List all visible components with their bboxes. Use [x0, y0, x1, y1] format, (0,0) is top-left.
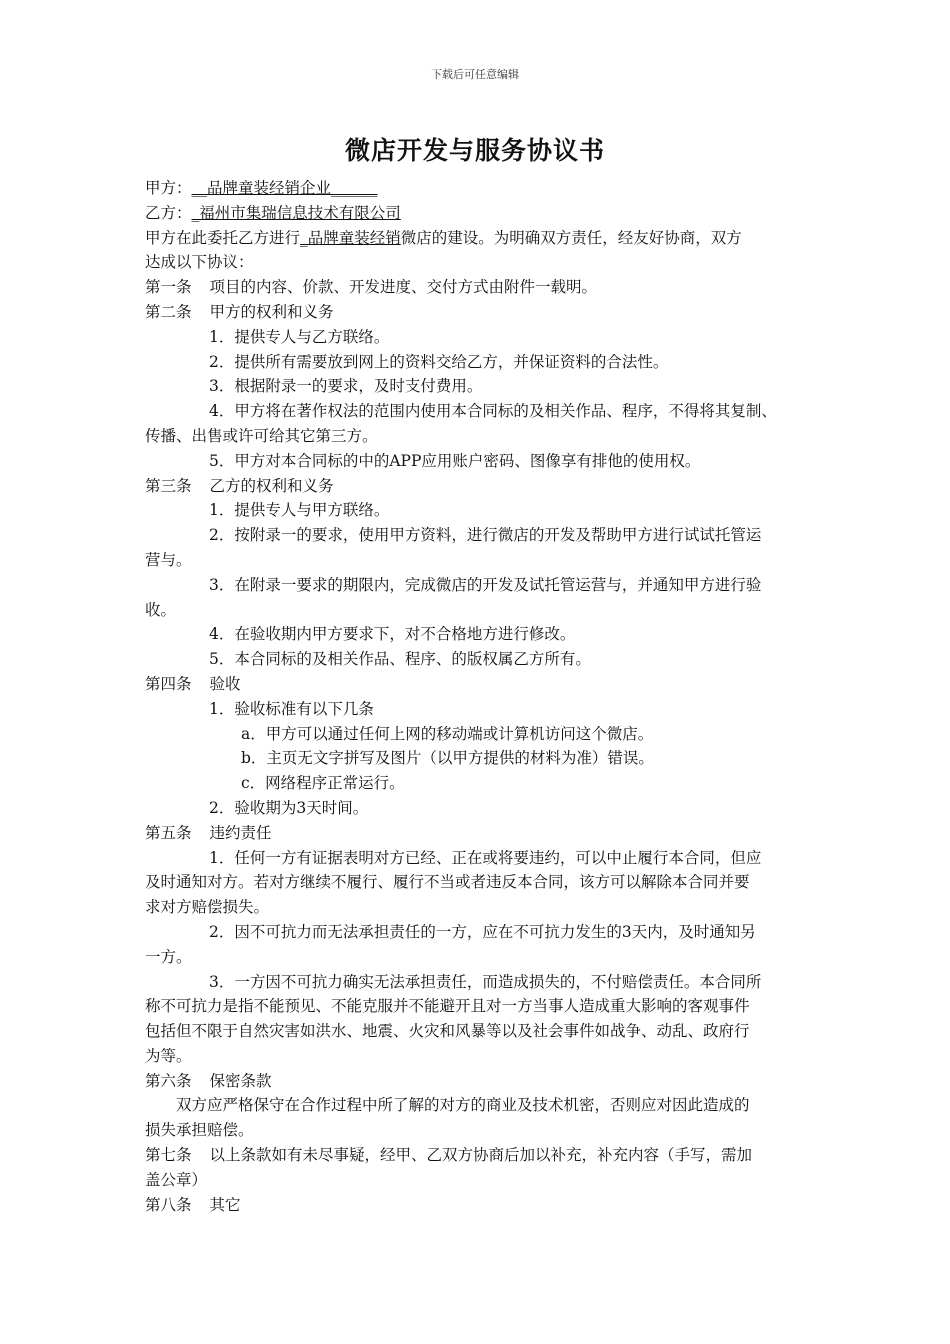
article-4-title: 验收: [209, 674, 241, 693]
article-8-heading: [145, 1193, 811, 1218]
article-7: [145, 1143, 811, 1168]
article-2-label: 第二条: [145, 302, 192, 321]
article-5-line: 求对方赔偿损失。: [145, 898, 270, 917]
article-2-item-cont: 传播、出售或许可给其它第三方。: [145, 426, 378, 445]
document-title: 微店开发与服务协议书: [344, 136, 605, 165]
article-7-line: 盖公章）: [145, 1170, 208, 1189]
article-4-heading: [145, 672, 811, 697]
party-b-value: _福州市集瑞信息技术有限公司: [191, 203, 401, 222]
article-3-item: 5．本合同标的及相关作品、程序、的版权属乙方所有。: [209, 650, 591, 669]
article-5-line: 3．一方因不可抗力确实无法承担责任，而造成损失的，不付赔偿责任。本合同所: [209, 972, 762, 991]
article-6-line: 损失承担赔偿。: [145, 1121, 254, 1140]
party-b-line: [145, 201, 811, 226]
article-4-item: 1．验收标准有以下几条: [209, 699, 374, 718]
article-1: [145, 275, 811, 300]
article-1-text: 项目的内容、价款、开发进度、交付方式由附件一载明。: [209, 278, 598, 297]
article-5-line: 为等。: [145, 1046, 192, 1065]
article-8-title: 其它: [209, 1195, 241, 1214]
article-5-line: 称不可抗力是指不能预见、不能克服并不能避开且对一方当事人造成重大影响的客观事件: [145, 997, 750, 1016]
article-7-label: 第七条: [145, 1146, 192, 1165]
article-2-item: 1．提供专人与乙方联络。: [209, 327, 390, 346]
article-5-line: 2．因不可抗力而无法承担责任的一方，应在不可抗力发生的3天内，及时通知另: [209, 922, 756, 941]
article-6-line: 双方应严格保守在合作过程中所了解的对方的商业及技术机密，否则应对因此造成的: [176, 1096, 750, 1115]
intro-post: 微店的建设。为明确双方责任，经友好协商，双方: [400, 228, 742, 247]
party-a-value: __品牌童装经销企业______: [191, 179, 378, 197]
intro-shop-name: _品牌童装经销: [300, 228, 401, 247]
article-5-line: 1．任何一方有证据表明对方已经、正在或将要违约，可以中止履行本合同，但应: [209, 848, 762, 867]
header-note: 下载后可任意编辑: [431, 68, 519, 81]
article-3-label: 第三条: [145, 476, 192, 495]
article-3-item: 3．在附录一要求的期限内，完成微店的开发及试托管运营与，并通知甲方进行验: [209, 575, 762, 594]
article-1-label: 第一条: [145, 278, 192, 297]
article-3-item-cont: 收。: [145, 600, 177, 619]
article-5-line: 及时通知对方。若对方继续不履行、履行不当或者违反本合同，该方可以解除本合同并要: [145, 873, 750, 892]
article-6-title: 保密条款: [209, 1071, 272, 1090]
article-6-heading: [145, 1069, 811, 1094]
party-a-line: [145, 176, 811, 201]
article-4-subitem: a．甲方可以通过任何上网的移动端或计算机访问这个微店。: [241, 724, 654, 743]
article-4-label: 第四条: [145, 674, 192, 693]
party-a-label: 甲方：: [145, 179, 192, 197]
intro-line-2: 达成以下协议：: [145, 253, 254, 272]
article-5-label: 第五条: [145, 823, 192, 842]
article-3-item-cont: 营与。: [145, 550, 192, 569]
article-7-text: 以上条款如有未尽事疑，经甲、乙双方协商后加以补充，补充内容（手写，需加: [209, 1146, 753, 1165]
article-3-item: 4．在验收期内甲方要求下，对不合格地方进行修改。: [209, 625, 576, 644]
article-4-subitem: b．主页无文字拼写及图片（以甲方提供的材料为准）错误。: [241, 749, 654, 768]
article-2-item: 5．甲方对本合同标的中的APP应用账户密码、图像享有排他的使用权。: [209, 451, 701, 470]
article-2-item: 2．提供所有需要放到网上的资料交给乙方，并保证资料的合法性。: [209, 352, 669, 371]
article-5-title: 违约责任: [209, 823, 272, 842]
article-4-subitem: c．网络程序正常运行。: [241, 774, 405, 793]
article-2-item: 4．甲方将在著作权法的范围内使用本合同标的及相关作品、程序，不得将其复制、: [209, 402, 777, 421]
article-5-line: 一方。: [145, 947, 192, 966]
intro-pre: 甲方在此委托乙方进行: [145, 228, 301, 247]
article-8-label: 第八条: [145, 1195, 192, 1214]
article-2-title: 甲方的权利和义务: [209, 302, 334, 321]
party-b-label: 乙方：: [145, 203, 192, 222]
document-body: [145, 176, 811, 1217]
article-6-label: 第六条: [145, 1071, 192, 1090]
article-5-heading: [145, 821, 811, 846]
article-3-item: 1．提供专人与甲方联络。: [209, 501, 390, 520]
article-2-item: 3．根据附录一的要求，及时支付费用。: [209, 377, 483, 396]
article-5-line: 包括但不限于自然灾害如洪水、地震、火灾和风暴等以及社会事件如战争、动乱、政府行: [145, 1022, 750, 1041]
article-3-item: 2．按附录一的要求，使用甲方资料，进行微店的开发及帮助甲方进行试试托管运: [209, 526, 762, 545]
article-3-heading: [145, 474, 811, 499]
article-4-item: 2．验收期为3天时间。: [209, 798, 369, 817]
article-2-heading: [145, 300, 811, 325]
intro-line-1: [145, 226, 811, 251]
article-3-title: 乙方的权利和义务: [209, 476, 334, 495]
